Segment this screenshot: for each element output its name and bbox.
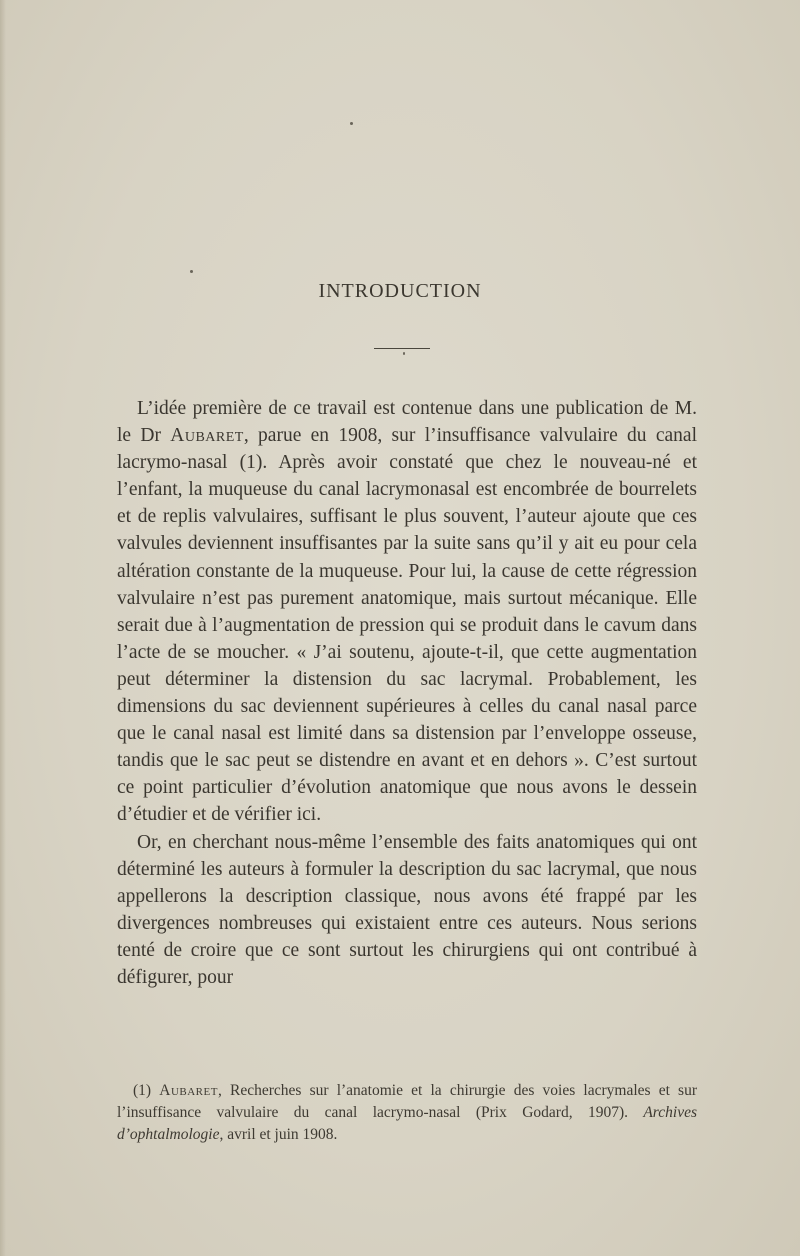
author-name: Aubaret [170, 425, 244, 447]
paragraph-1 [117, 395, 697, 829]
paper-speck [190, 270, 193, 273]
footnote-journal: Archives d’ophtalmologie [117, 1104, 697, 1143]
footnote-date: , avril et juin 1908. [219, 1126, 338, 1143]
footnote-author: Aubaret [159, 1082, 218, 1099]
page-edge-shadow [0, 0, 6, 1256]
footnote [117, 1080, 697, 1146]
chapter-title: INTRODUCTION [318, 280, 482, 302]
footnote-marker: (1) [133, 1082, 160, 1099]
paragraph-1-start: L’idée première de ce travail est contenue dans une publication de M. le Dr [117, 398, 697, 447]
paper-speck [403, 352, 405, 355]
footnote-1 [117, 1080, 697, 1146]
footnote-text: , Recherches sur l’anatomie et la chirurgie des voies lacrymales et sur l’insuffisance valvulaire du canal lacrymo-nasal (Prix Godard, 1907). [117, 1082, 698, 1121]
paragraph-2: Or, en cherchant nous-même l’ensemble des faits anatomiques qui ont déterminé les auteurs à formuler la description du sac lacrymal, que nous appellerons la description classique, nous avons été frappé par les divergences nombreuses qui existaient entre ces auteurs. Nous serions tenté de croire que ce sont surtout les chirurgiens qui ont contribué à défigurer, pour [117, 831, 697, 988]
paper-speck [350, 122, 353, 125]
body-text [117, 395, 697, 991]
title-rule [374, 348, 430, 349]
paragraph-1-rest: , parue en 1908, sur l’insuffisance valvulaire du canal lacrymo-nasal (1). Après avoir constaté que chez le nouveau-né et l’enfant, la muqueuse du canal lacrymonasal est encombrée de bourrelets et de replis valvulaires, suffisant le plus souvent, l’auteur ajoute que ces valvules deviennent insuffisantes par la suite sans qu’il y ait eu pour cela altération constante de la muqueuse. Pour lui, la cause de cette régression valvulaire n’est pas purement anatomique, mais surtout mécanique. Elle serait due à l’augmentation de pression qui se produit dans le cavum dans l’acte de se moucher. « J’ai soutenu, ajoute-t-il, que cette augmentation peut déterminer la distension du sac lacrymal. Probablement, les dimensions du sac deviennent supérieures à celles du canal nasal parce que le canal nasal est limité dans sa distension par l’enveloppe osseuse, tandis que le sac peut se distendre en avant et en dehors ». C’est surtout ce point particulier d’évolution anatomique que nous avons le dessein d’étudier et de vérifier ici. [117, 425, 697, 826]
